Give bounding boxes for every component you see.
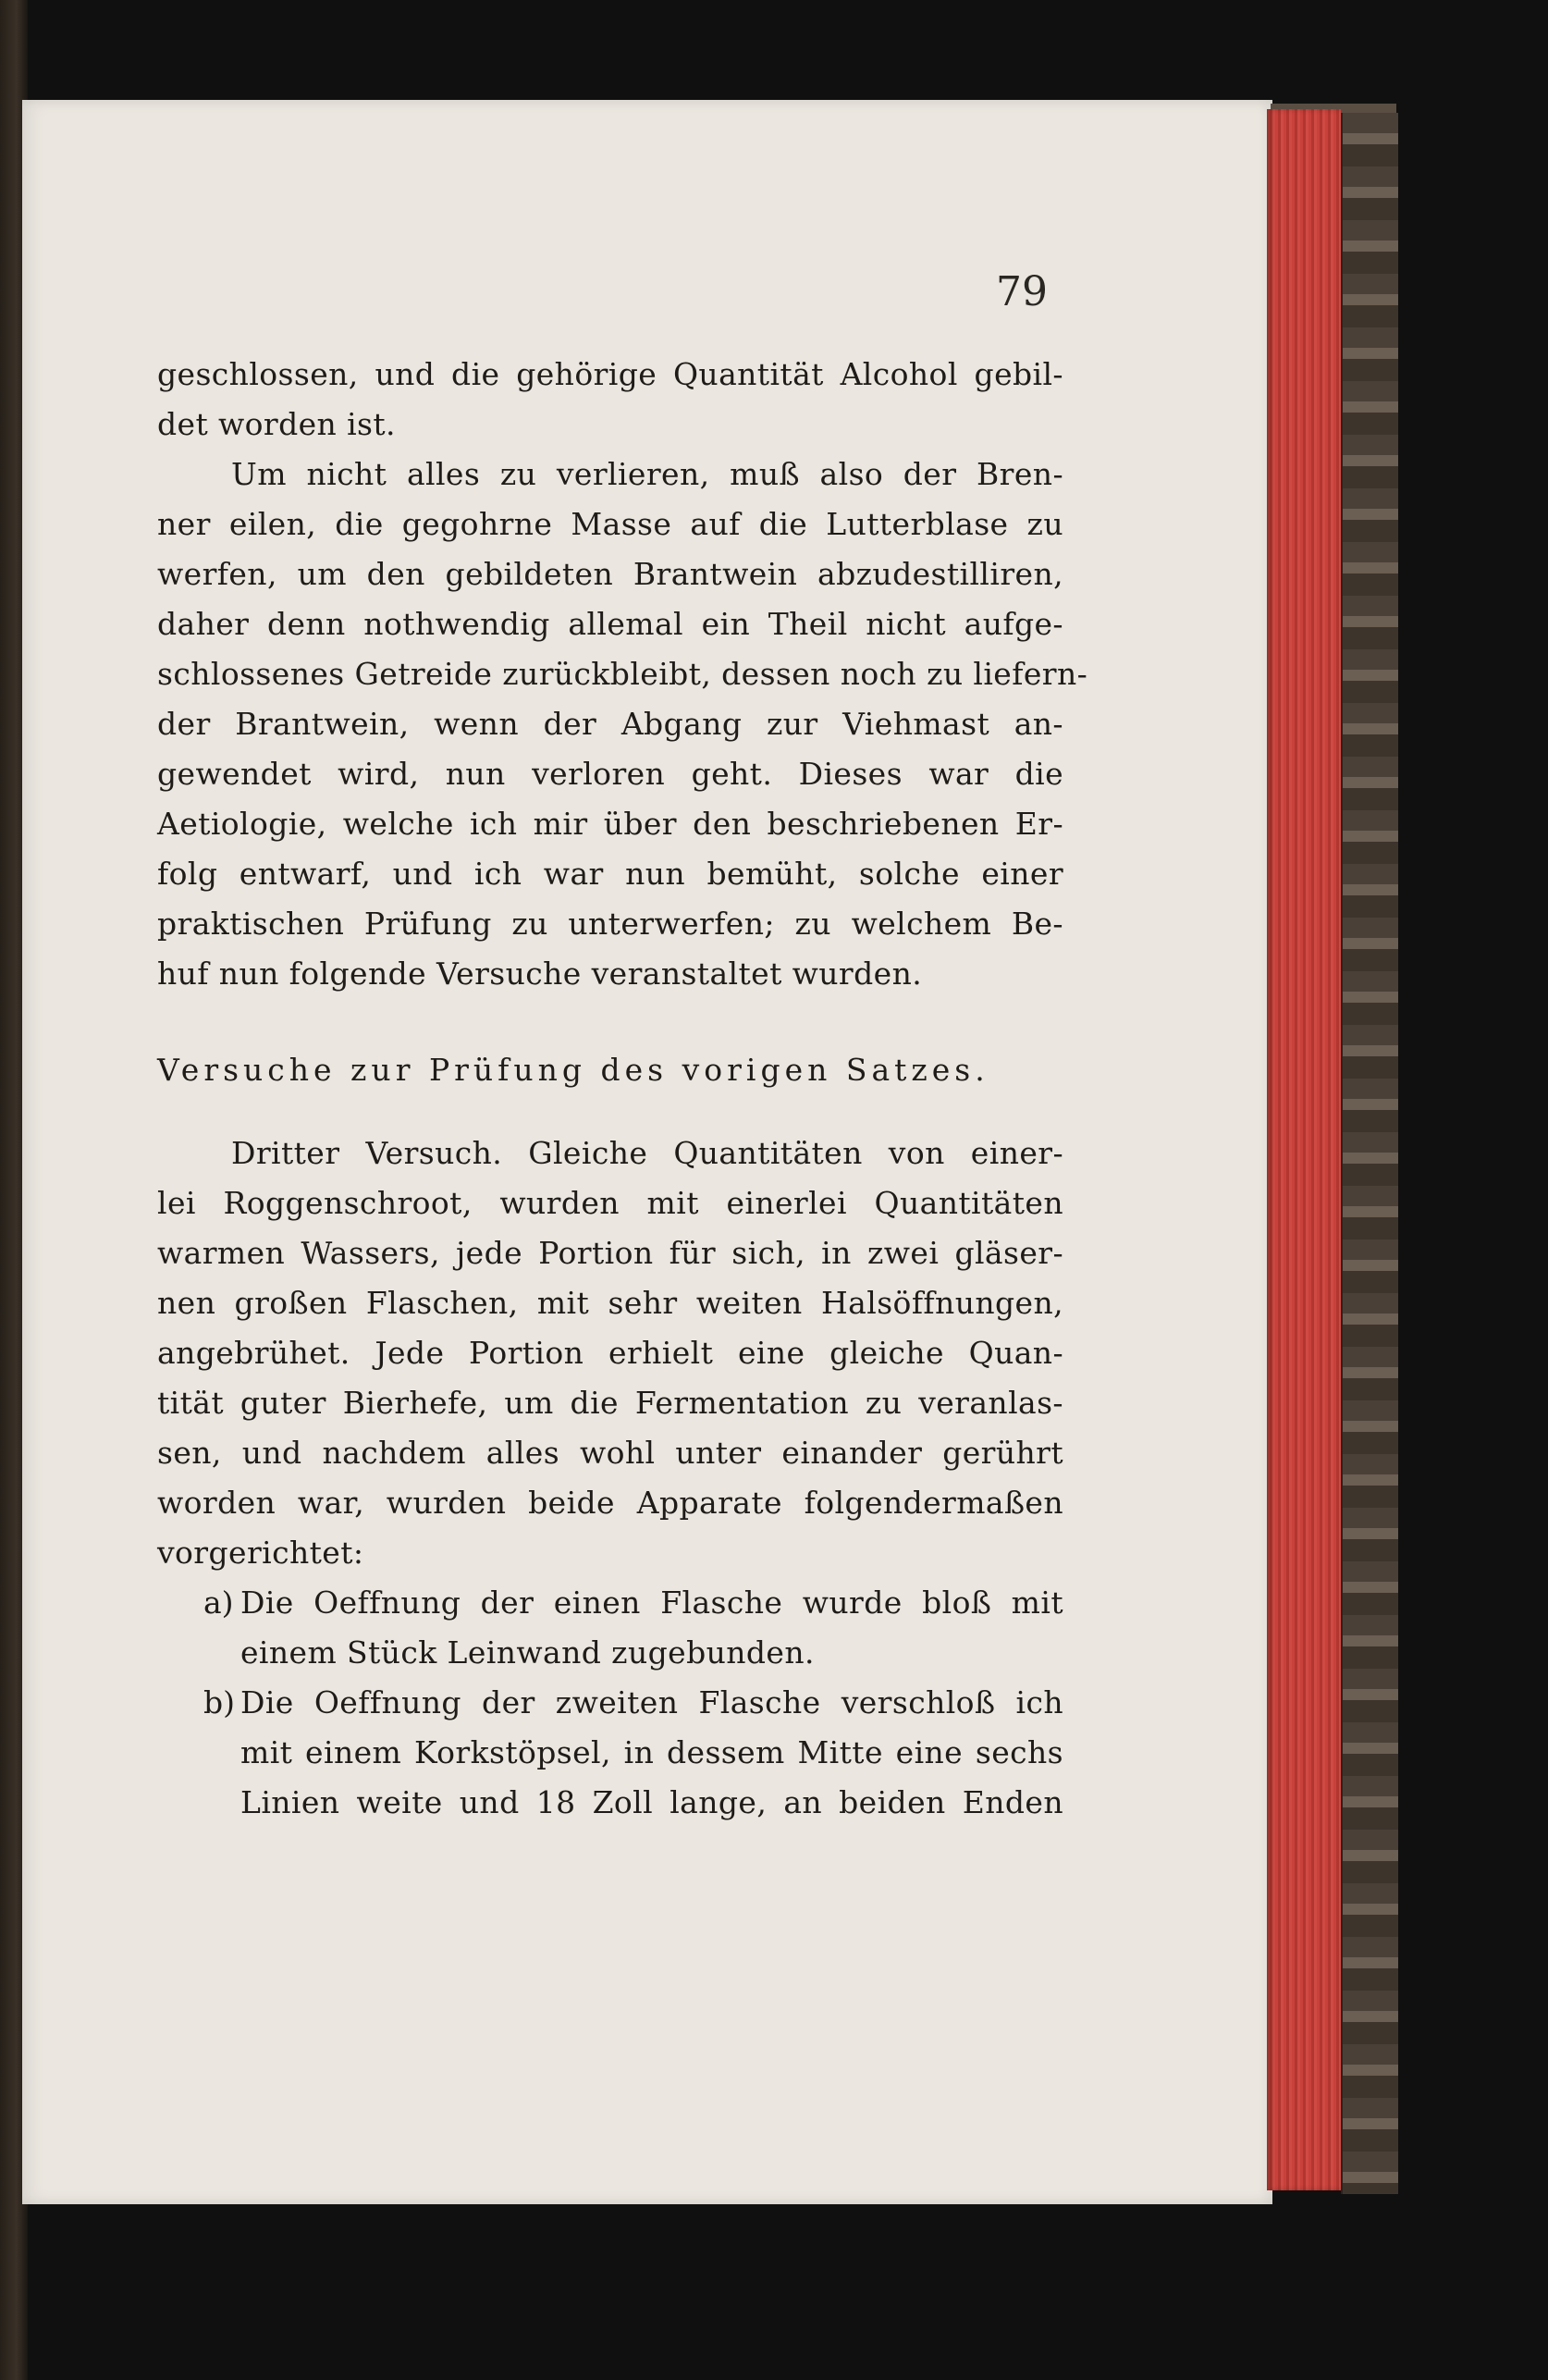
text-line: einem Stück Leinwand zugebunden.: [240, 1634, 815, 1671]
text-line: geschlossen, und die gehörige Quantität Alcohol gebil-: [157, 356, 1063, 392]
text-line: werfen, um den gebildeten Brantwein abzudestilliren,: [157, 556, 1063, 592]
text-line: ner eilen, die gegohrne Masse auf die Lutterblase zu: [157, 506, 1063, 542]
text-line: der Brantwein, wenn der Abgang zur Viehmast an-: [157, 706, 1063, 742]
book-cover-edge: [1341, 113, 1398, 2194]
paragraph-1: [157, 350, 1063, 450]
text-line: Dritter Versuch. Gleiche Quantitäten von einer-: [231, 1135, 1063, 1171]
text-line: Linien weite und 18 Zoll lange, an beiden Enden: [240, 1784, 1063, 1820]
text-line: Aetiologie, welche ich mir über den beschriebenen Er-: [157, 806, 1063, 842]
text-line: daher denn nothwendig allemal ein Theil nicht aufge-: [157, 606, 1063, 642]
page-number: 79: [996, 268, 1048, 315]
text-line: Um nicht alles zu verlieren, muß also der Bren-: [231, 456, 1063, 492]
text-line: lei Roggenschroot, wurden mit einerlei Quantitäten: [157, 1185, 1063, 1221]
list-marker: a): [203, 1585, 234, 1621]
text-line: vorgerichtet:: [157, 1535, 364, 1571]
text-line: gewendet wird, nun verloren geht. Dieses war die: [157, 756, 1063, 792]
red-page-edges: [1267, 109, 1341, 2190]
text-line: mit einem Korkstöpsel, in dessem Mitte eine sechs: [240, 1734, 1063, 1770]
text-line: Die Oeffnung der zweiten Flasche verschloß ich: [240, 1684, 1063, 1720]
text-line: huf nun folgende Versuche veranstaltet wurden.: [157, 956, 923, 992]
section-heading: Versuche zur Prüfung des vorigen Satzes.: [157, 1052, 989, 1088]
text-line: praktischen Prüfung zu unterwerfen; zu welchem Be-: [157, 906, 1063, 942]
text-line: tität guter Bierhefe, um die Fermentation zu veranlas-: [157, 1385, 1063, 1421]
list-item-a: [157, 1578, 1063, 1678]
text-line: schlossenes Getreide zurückbleibt, dessen noch zu liefern-: [157, 656, 1088, 692]
list-item-b: [157, 1678, 1063, 1828]
page-text: [157, 350, 1088, 1828]
list-marker: b): [203, 1684, 235, 1720]
text-line: folg entwarf, und ich war nun bemüht, solche einer: [157, 856, 1063, 892]
text-line: Die Oeffnung der einen Flasche wurde bloß mit: [240, 1585, 1063, 1621]
text-line: nen großen Flaschen, mit sehr weiten Halsöffnungen,: [157, 1285, 1063, 1321]
paragraph-3: [157, 1128, 1063, 1578]
paragraph-2: [157, 450, 1088, 999]
text-line: worden war, wurden beide Apparate folgendermaßen: [157, 1485, 1063, 1521]
text-line: angebrühet. Jede Portion erhielt eine gleiche Quan-: [157, 1335, 1063, 1371]
text-line: det worden ist.: [157, 406, 396, 442]
text-line: warmen Wassers, jede Portion für sich, in zwei gläser-: [157, 1235, 1063, 1271]
text-line: sen, und nachdem alles wohl unter einander gerührt: [157, 1435, 1063, 1471]
